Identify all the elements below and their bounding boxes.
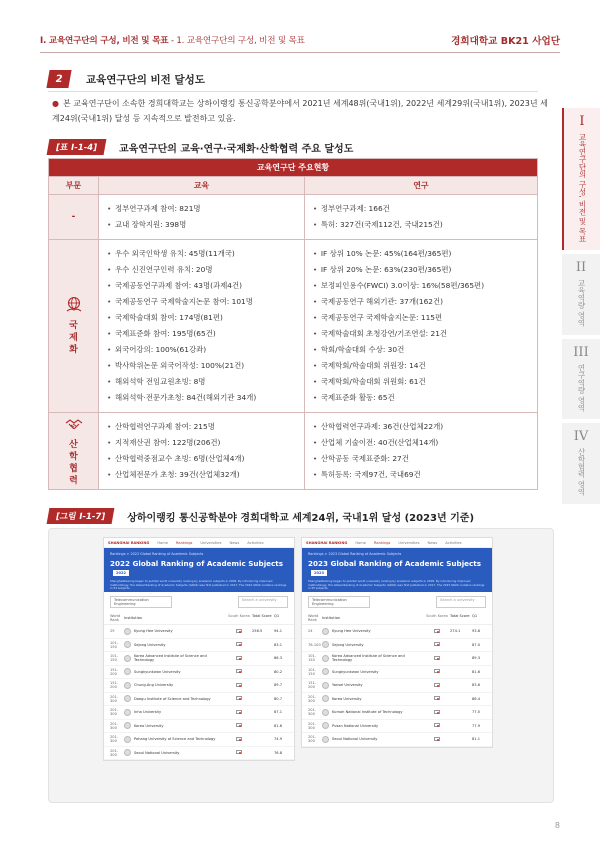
shot-heading-text: 2022 Global Ranking of Academic Subjects — [110, 559, 284, 568]
table-top-header: 교육연구단 주요현황 — [49, 159, 538, 177]
list-item: • 국제공동연구 국제학술지논문 참여: 101명 — [107, 294, 296, 310]
shot-flag-cell — [226, 629, 252, 634]
sidebar-tab-4[interactable] — [562, 423, 600, 503]
header-chapter — [40, 34, 305, 46]
shot-flag-cell — [226, 737, 252, 742]
korea-flag-icon — [434, 656, 440, 660]
col-header-category: 부문 — [49, 177, 99, 195]
list-item: • 지적재산권 참여: 122명(206건) — [107, 435, 296, 451]
shot-flag-cell — [424, 656, 450, 661]
shot-institution — [124, 668, 226, 675]
achievement-table — [48, 158, 538, 490]
table-title: 교육연구단의 교육·연구·국제화·산학협력 주요 달성도 — [119, 143, 354, 155]
category-label-text: 국 제 화 — [69, 321, 78, 355]
shot-table-row — [302, 720, 492, 734]
sidebar-tab-1[interactable] — [562, 108, 600, 250]
list-item: • 정부연구과제: 166건 — [313, 201, 529, 217]
shot-nav — [104, 538, 294, 548]
list-item: • 국제공동연구과제 참여: 43명(과제4건) — [107, 278, 296, 294]
shot-column-header: Q1 — [472, 614, 478, 618]
university-logo-icon — [124, 722, 131, 729]
category-label-text: 산 학 협 력 — [69, 440, 78, 486]
shot-institution-name[interactable]: Sejong University — [332, 642, 364, 647]
shot-filter-bar — [104, 592, 294, 612]
list-item: • 해외석학·전문가초청: 84건(해외기관 34개) — [107, 390, 296, 406]
shot-rank: 201-300 — [110, 694, 119, 703]
shot-institution-name[interactable]: Kyung Hee University — [332, 629, 371, 634]
shot-rank: 101-150 — [110, 640, 119, 649]
shot-nav-item[interactable]: News — [229, 540, 240, 545]
shot-rank: 101-150 — [308, 667, 317, 676]
shot-institution-name[interactable]: Seoul National University — [134, 750, 180, 755]
korea-flag-icon — [434, 683, 440, 687]
list-item: • 우수 외국인학생 유치: 45명(11개국) — [107, 246, 296, 262]
korea-flag-icon — [236, 669, 242, 673]
list-item: • 산학협력연구과제: 36건(산업체22개) — [313, 419, 529, 435]
list-item: • 교내 장학지원: 398명 — [107, 217, 296, 233]
korea-flag-icon — [434, 696, 440, 700]
shot-rank: 101-150 — [308, 654, 317, 663]
shot-flag-cell — [226, 683, 252, 688]
shot-institution — [124, 654, 226, 662]
shot-total-score: 256.5 — [252, 629, 263, 634]
shot-institution — [124, 641, 226, 648]
list-item: • 해외석학 전임교원초빙: 8명 — [107, 374, 296, 390]
shot-rank: 151-200 — [110, 667, 119, 676]
shot-column-header: Total Score — [252, 614, 272, 618]
shot-institution — [124, 749, 226, 756]
list-item: • 산업체 기술이전: 40건(산업체14개) — [313, 435, 529, 451]
category-label — [49, 320, 98, 356]
shot-year-select[interactable]: 2023 — [311, 570, 327, 576]
shot-table-header — [302, 612, 492, 625]
sidebar-tab-roman: IV — [573, 429, 589, 445]
shot-q1-score: 89.7 — [274, 683, 283, 688]
list-item: • 국제공동연구 해외기관: 37개(162건) — [313, 294, 529, 310]
university-logo-icon — [124, 736, 131, 743]
korea-flag-icon — [236, 750, 242, 754]
shot-breadcrumb: Rankings > 2022 Global Ranking of Academic Subjects — [110, 552, 204, 556]
korea-flag-icon — [434, 710, 440, 714]
shot-table-row — [302, 733, 492, 747]
shot-institution — [322, 695, 424, 702]
university-logo-icon — [124, 749, 131, 756]
shot-flag-cell — [226, 669, 252, 674]
shot-q1-score: 89.3 — [472, 656, 481, 661]
shot-subject-select[interactable]: Telecommunication Engineering — [110, 596, 172, 608]
shot-flag-cell — [226, 710, 252, 715]
korea-flag-icon — [434, 723, 440, 727]
sidebar-tab-label: 연구역량 영역 — [577, 363, 586, 412]
shot-table-row — [104, 679, 294, 693]
shot-institution — [124, 682, 226, 689]
page-number: 8 — [554, 821, 560, 830]
shot-q1-score: 83.1 — [274, 642, 283, 647]
shot-table-row — [302, 706, 492, 720]
korea-flag-icon — [434, 737, 440, 741]
list-item: • 특허: 327건(국제112건, 국내215건) — [313, 217, 529, 233]
header-org: 경희대학교 BK21 사업단 — [451, 36, 560, 47]
shot-flag-cell — [424, 696, 450, 701]
university-logo-icon — [124, 695, 131, 702]
shot-table-header — [104, 612, 294, 625]
shot-search-input[interactable]: Search a university — [436, 596, 486, 608]
shot-institution — [322, 628, 424, 635]
table-tag: [표 I-1-4] — [47, 139, 107, 155]
shot-table-row — [302, 652, 492, 666]
shot-flag-cell — [424, 629, 450, 634]
list-item: • 국제학회/학술대회 위원회: 61건 — [313, 374, 529, 390]
university-logo-icon — [322, 722, 329, 729]
shot-q1-score: 77.5 — [472, 710, 481, 715]
shot-column-header: South Korea — [228, 614, 250, 618]
shot-institution — [124, 722, 226, 729]
table-row — [49, 413, 538, 490]
shot-rank: 151-200 — [308, 681, 317, 690]
shot-institution — [124, 628, 226, 635]
shot-rank: 201-300 — [308, 694, 317, 703]
shot-rank: 201-300 — [308, 708, 317, 717]
list-item: • 산업체전문가 초청: 39건(산업체32개) — [107, 467, 296, 483]
shot-institution — [124, 709, 226, 716]
shot-flag-cell — [424, 642, 450, 647]
shot-rank: 76-100 — [308, 642, 321, 647]
ranking-screenshot-2022 — [103, 537, 295, 761]
shot-breadcrumb: Rankings > 2023 Global Ranking of Academic Subjects — [308, 552, 402, 556]
university-logo-icon — [322, 655, 329, 662]
shot-description: ShanghaiRanking began to publish world university ranking by academic subjects in 2009. By introducing improved methodology, the Global Ranking of Academic Subjects (GRAS) was first published in 2017. The 2022 GRAS contains rankings in 54 subjects. — [110, 579, 287, 591]
education-cell — [99, 413, 305, 490]
university-logo-icon — [322, 628, 329, 635]
shot-institution-name[interactable]: Sejong University — [134, 642, 166, 647]
shot-q1-score: 81.1 — [472, 737, 481, 742]
shot-flag-cell — [424, 723, 450, 728]
shot-q1-score: 80.7 — [274, 696, 283, 701]
education-cell — [99, 240, 305, 413]
shot-nav-item[interactable]: Activities — [247, 540, 264, 545]
university-logo-icon — [322, 736, 329, 743]
shot-q1-score: 74.9 — [274, 737, 283, 742]
shot-nav — [302, 538, 492, 548]
korea-flag-icon — [236, 723, 242, 727]
shot-nav-item[interactable]: Home — [157, 540, 168, 545]
list-item: • 산학협력연구과제 참여: 215명 — [107, 419, 296, 435]
shot-nav-item[interactable]: Home — [355, 540, 366, 545]
shot-q1-score: 94.1 — [274, 629, 283, 634]
university-logo-icon — [322, 682, 329, 689]
shot-institution-name[interactable]: Kyung Hee University — [134, 629, 173, 634]
figure-tag: [그림 I-1-7] — [47, 508, 115, 524]
shot-table-row — [302, 625, 492, 639]
shot-rank: 201-300 — [110, 735, 119, 744]
shot-flag-cell — [226, 750, 252, 755]
shot-column-header: Q1 — [274, 614, 280, 618]
list-item: • IF 상위 10% 논문: 45%(164편/365편) — [313, 246, 529, 262]
list-item: • 국제학술대회 참여: 174명(81편) — [107, 310, 296, 326]
shot-table-row — [104, 693, 294, 707]
korea-flag-icon — [434, 669, 440, 673]
shot-table-row — [104, 747, 294, 761]
shot-q1-score: 86.3 — [274, 656, 283, 661]
list-item: • 국제표준화 활동: 65건 — [313, 390, 529, 406]
list-item: • 특허등록: 국제97건, 국내69건 — [313, 467, 529, 483]
table-heading — [48, 139, 538, 155]
list-item: • 국제공동연구 국제학술지논문: 115편 — [313, 310, 529, 326]
shot-table-row — [302, 679, 492, 693]
shot-rank: 201-300 — [110, 708, 119, 717]
shot-table-row — [104, 706, 294, 720]
university-logo-icon — [124, 682, 131, 689]
shot-q1-score: 87.1 — [274, 710, 283, 715]
shot-column-header: South Korea — [426, 614, 448, 618]
shot-institution-name[interactable]: Seoul National University — [332, 737, 378, 742]
category-label — [49, 439, 98, 487]
category-cell — [49, 240, 99, 413]
shot-table-row — [104, 666, 294, 680]
table-row — [49, 240, 538, 413]
shot-column-header: Institution — [322, 616, 341, 620]
list-item: • 산학공동 국제표준화: 27건 — [313, 451, 529, 467]
university-logo-icon — [124, 655, 131, 662]
section-divider — [48, 91, 538, 92]
shot-heading-text: 2023 Global Ranking of Academic Subjects — [308, 559, 482, 568]
shot-table-row — [104, 639, 294, 653]
university-logo-icon — [322, 641, 329, 648]
university-logo-icon — [322, 668, 329, 675]
ranking-screenshot-2023 — [301, 537, 493, 748]
shot-nav-item[interactable]: Universities — [398, 540, 420, 545]
header-chapter-main: I. 교육연구단의 구성, 비전 및 목표 — [40, 36, 169, 46]
shot-flag-cell — [424, 669, 450, 674]
education-cell — [99, 195, 305, 240]
shot-institution-name[interactable]: Inha University — [134, 710, 162, 715]
shot-rank: 201-300 — [308, 735, 317, 744]
shot-q1-score: 80.2 — [274, 669, 283, 674]
handshake-icon — [65, 415, 83, 433]
shot-q1-score: 86.4 — [472, 696, 481, 701]
shot-q1-score: 93.8 — [472, 629, 481, 634]
shot-banner — [104, 548, 294, 592]
shot-search-input[interactable]: Search a university — [238, 596, 288, 608]
shot-nav-item[interactable]: Rankings — [373, 540, 391, 545]
university-logo-icon — [124, 641, 131, 648]
shot-year-select[interactable]: 2022 — [113, 570, 129, 576]
list-item: • 정부연구과제 참여: 821명 — [107, 201, 296, 217]
intro-bullet: ● — [52, 99, 59, 108]
shot-table-row — [104, 625, 294, 639]
shot-flag-cell — [424, 710, 450, 715]
shot-institution-name[interactable]: Korea Advanced Institute of Science and Technology — [332, 654, 405, 663]
section-heading — [48, 69, 538, 89]
col-header-research: 연구 — [304, 177, 537, 195]
sidebar-tab-label: 교육연구단의 구성, 비전 및 목표 — [578, 133, 587, 243]
shot-flag-cell — [424, 737, 450, 742]
shot-nav-item[interactable]: News — [427, 540, 438, 545]
shot-table-row — [302, 639, 492, 653]
shot-rank: 29 — [110, 629, 115, 634]
shot-institution — [322, 641, 424, 648]
shot-institution-name[interactable]: Pusan National University — [332, 723, 379, 728]
shot-institution — [322, 736, 424, 743]
shot-institution — [322, 722, 424, 729]
shot-table-row — [302, 666, 492, 680]
shot-institution-name[interactable]: Korea University — [134, 723, 164, 728]
shot-table-row — [104, 733, 294, 747]
header-chapter-sub: - 1. 교육연구단의 구성, 비전 및 목표 — [168, 36, 305, 46]
intro-text: 본 교육연구단이 소속한 경희대학교는 상하이랭킹 통신공학분야에서 2021년 세계48위(국내1위), 2022년 세계29위(국내1위), 2023년 세계24위(국내1위) 달성 등 지속적으로 발전하고 있음. — [52, 99, 548, 123]
shot-description: ShanghaiRanking began to publish world university ranking by academic subjects in 2009. By introducing improved methodology, the Global Ranking of Academic Subjects (GRAS) was first published in 2017. The 2023 GRAS contains rankings in 55 subjects. — [308, 579, 485, 591]
shot-institution-name[interactable]: Korea University — [332, 696, 362, 701]
shot-institution-name[interactable]: Daegu Institute of Science and Technology — [134, 696, 211, 701]
shot-table-row — [104, 652, 294, 666]
sidebar-tab-2[interactable] — [562, 254, 600, 334]
shot-institution-name[interactable]: Sungkyunkwan University — [134, 669, 181, 674]
shot-table-row — [104, 720, 294, 734]
korea-flag-icon — [434, 629, 440, 633]
korea-flag-icon — [236, 656, 242, 660]
shot-q1-score: 81.6 — [274, 723, 283, 728]
intro-paragraph — [52, 96, 552, 126]
shot-institution — [322, 682, 424, 689]
shot-flag-cell — [226, 696, 252, 701]
category-cell — [49, 413, 99, 490]
shot-nav-item[interactable]: Activities — [445, 540, 462, 545]
shot-heading — [308, 559, 486, 577]
globe-hand-icon — [65, 296, 83, 314]
shot-q1-score: 87.0 — [472, 642, 481, 647]
page-header — [40, 30, 560, 50]
shot-q1-score: 76.8 — [274, 750, 283, 755]
korea-flag-icon — [236, 710, 242, 714]
shot-banner — [302, 548, 492, 592]
korea-flag-icon — [236, 683, 242, 687]
university-logo-icon — [322, 709, 329, 716]
shot-institution-name[interactable]: Kumoh National Institute of Technology — [332, 710, 403, 715]
figure-title: 상하이랭킹 통신공학분야 경희대학교 세계24위, 국내1위 달성 (2023년 기준) — [127, 512, 475, 524]
korea-flag-icon — [236, 642, 242, 646]
shot-table-row — [302, 693, 492, 707]
shot-flag-cell — [424, 683, 450, 688]
list-item: • 국제표준화 참여: 195명(65건) — [107, 326, 296, 342]
research-cell — [304, 413, 537, 490]
university-logo-icon — [124, 628, 131, 635]
table-row — [49, 195, 538, 240]
figure-box — [48, 528, 554, 803]
sidebar-tab-label: 교육역량 영역 — [577, 279, 586, 327]
list-item: • 국제학술대회 초청강연/기조연설: 21건 — [313, 326, 529, 342]
col-header-education: 교육 — [99, 177, 305, 195]
shot-nav-item[interactable]: Universities — [200, 540, 222, 545]
shot-rank: 201-300 — [110, 721, 119, 730]
research-cell — [304, 240, 537, 413]
shot-heading — [110, 559, 288, 577]
shot-flag-cell — [226, 656, 252, 661]
list-item: • 학회/학술대회 수상: 30건 — [313, 342, 529, 358]
sidebar-tab-label: 산학협력 영역 — [577, 448, 586, 496]
university-logo-icon — [124, 668, 131, 675]
shot-institution — [322, 654, 424, 662]
sidebar-tab-roman: II — [575, 260, 587, 276]
list-item: • 박사학위논문 외국어작성: 100%(21건) — [107, 358, 296, 374]
shot-column-header: Institution — [124, 616, 143, 620]
section-title: 교육연구단의 비전 달성도 — [86, 73, 205, 86]
shot-total-score: 274.1 — [450, 629, 461, 634]
shot-q1-score: 83.6 — [472, 683, 481, 688]
korea-flag-icon — [236, 629, 242, 633]
shot-filter-bar — [302, 592, 492, 612]
shot-institution — [322, 709, 424, 716]
section-number: 2 — [46, 70, 71, 88]
korea-flag-icon — [236, 737, 242, 741]
shot-rank: 101-150 — [110, 654, 119, 663]
sidebar-tab-roman: III — [573, 344, 589, 360]
list-item: • 우수 신진연구인력 유치: 20명 — [107, 262, 296, 278]
shot-logo: SHANGHAI RANKING — [108, 540, 150, 545]
shot-q1-score: 77.9 — [472, 723, 481, 728]
header-divider — [40, 52, 560, 53]
research-cell — [304, 195, 537, 240]
shot-rank: 201-300 — [308, 721, 317, 730]
shot-institution-name[interactable]: Pohang University of Science and Technology — [134, 737, 216, 742]
sidebar-tab-3[interactable] — [562, 339, 600, 419]
list-item: • 국제학회/학술대회 위원장: 14건 — [313, 358, 529, 374]
korea-flag-icon — [434, 642, 440, 646]
shot-flag-cell — [226, 642, 252, 647]
list-item: • IF 상위 20% 논문: 63%(230편/365편) — [313, 262, 529, 278]
category-cell — [49, 195, 99, 240]
category-label: - — [71, 212, 76, 222]
figure-heading — [48, 507, 538, 525]
shot-rank: 151-200 — [110, 681, 119, 690]
shot-institution — [322, 668, 424, 675]
list-item: • 보정피인용수(FWCI) 3.0이상: 16%(58편/365편) — [313, 278, 529, 294]
shot-logo: SHANGHAI RANKING — [306, 540, 348, 545]
shot-column-header: Total Score — [450, 614, 470, 618]
list-item: • 외국어강의: 100%(61강좌) — [107, 342, 296, 358]
shot-institution-name[interactable]: Yonsei University — [332, 683, 363, 688]
university-logo-icon — [322, 695, 329, 702]
university-logo-icon — [124, 709, 131, 716]
sidebar-tab-roman: I — [579, 114, 585, 129]
korea-flag-icon — [236, 696, 242, 700]
shot-nav-item[interactable]: Rankings — [175, 540, 193, 545]
shot-institution-name[interactable]: Korea Advanced Institute of Science and Technology — [134, 654, 207, 663]
shot-rank: 24 — [308, 629, 313, 634]
shot-subject-select[interactable]: Telecommunication Engineering — [308, 596, 370, 608]
list-item: • 산학협력중점교수 초빙: 6명(산업체4개) — [107, 451, 296, 467]
shot-institution — [124, 736, 226, 743]
shot-flag-cell — [226, 723, 252, 728]
shot-institution — [124, 695, 226, 702]
shot-q1-score: 81.6 — [472, 669, 481, 674]
shot-institution-name[interactable]: Sungkyunkwan University — [332, 669, 379, 674]
shot-column-header: World Rank — [308, 614, 319, 622]
shot-institution-name[interactable]: Chung-Ang University — [134, 683, 174, 688]
shot-rank: 201-300 — [110, 748, 119, 757]
shot-column-header: World Rank — [110, 614, 121, 622]
chapter-sidebar — [562, 108, 600, 508]
